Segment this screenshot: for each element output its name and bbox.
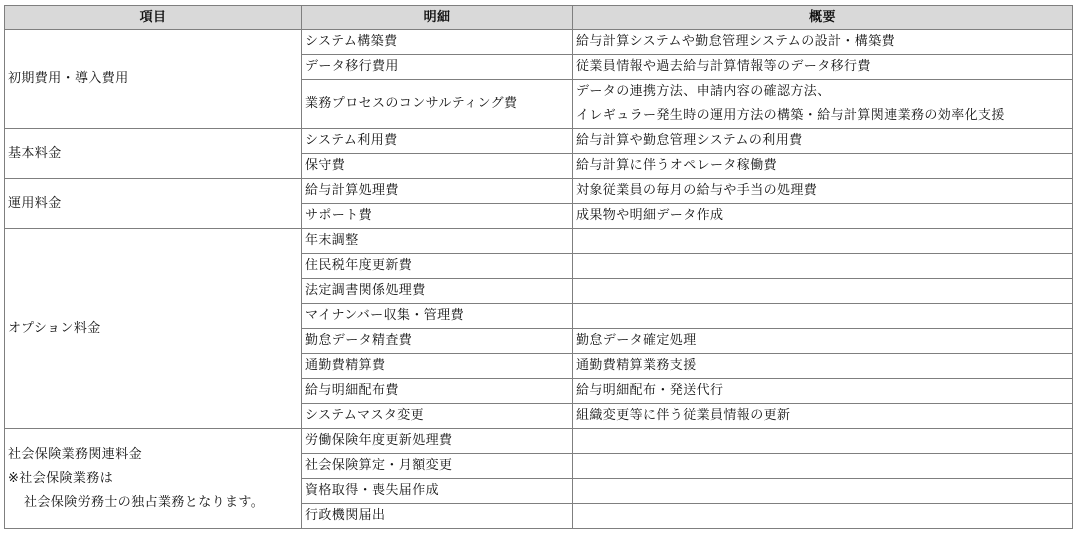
header-row (5, 6, 1073, 30)
header-overview: 概要 (573, 6, 1073, 30)
overview-cell (573, 204, 1073, 229)
table-body (5, 30, 1073, 529)
overview-cell (573, 304, 1073, 329)
detail-cell: 勤怠データ精査費 (302, 329, 573, 354)
category-label: 運用料金 (8, 195, 62, 211)
category-cell (5, 229, 302, 429)
overview-text: データの連携方法、申請内容の確認方法、 (576, 84, 831, 99)
detail-cell: 社会保険算定・月額変更 (302, 454, 573, 479)
detail-cell: 保守費 (302, 154, 573, 179)
overview-cell (573, 504, 1073, 529)
category-label: 基本料金 (8, 145, 62, 161)
overview-text: 給与明細配布・発送代行 (576, 383, 724, 398)
detail-cell: マイナンバー収集・管理費 (302, 304, 573, 329)
table-row (5, 30, 1073, 55)
detail-cell: 資格取得・喪失届作成 (302, 479, 573, 504)
detail-cell: 労働保険年度更新処理費 (302, 429, 573, 454)
table-row (5, 129, 1073, 154)
detail-cell: 業務プロセスのコンサルティング費 (302, 80, 573, 129)
detail-cell: 住民税年度更新費 (302, 254, 573, 279)
overview-cell (573, 55, 1073, 80)
overview-cell (573, 129, 1073, 154)
overview-text: 通勤費精算業務支援 (576, 358, 697, 373)
fee-table (4, 5, 1073, 529)
detail-cell: 法定調書関係処理費 (302, 279, 573, 304)
overview-text: 勤怠データ確定処理 (576, 333, 697, 348)
table-row (5, 429, 1073, 454)
detail-cell: サポート費 (302, 204, 573, 229)
overview-text: 給与計算や勤怠管理システムの利用費 (576, 133, 803, 148)
category-cell (5, 30, 302, 129)
detail-cell: システム構築費 (302, 30, 573, 55)
detail-cell: システム利用費 (302, 129, 573, 154)
overview-cell (573, 404, 1073, 429)
category-cell (5, 129, 302, 179)
detail-cell: 年末調整 (302, 229, 573, 254)
detail-cell: 給与計算処理費 (302, 179, 573, 204)
header-item: 項目 (5, 6, 302, 30)
detail-cell: 行政機関届出 (302, 504, 573, 529)
category-label: 初期費用・導入費用 (8, 71, 129, 86)
overview-text: 組織変更等に伴う従業員情報の更新 (576, 408, 791, 423)
overview-cell (573, 179, 1073, 204)
detail-cell: 通勤費精算費 (302, 354, 573, 379)
overview-cell (573, 30, 1073, 55)
overview-cell (573, 80, 1073, 129)
category-label: オプション料金 (8, 320, 101, 336)
overview-cell (573, 479, 1073, 504)
header-detail: 明細 (302, 6, 573, 30)
detail-cell: データ移行費用 (302, 55, 573, 80)
overview-text: 成果物や明細データ作成 (576, 208, 724, 223)
category-cell (5, 179, 302, 229)
overview-text: 従業員情報や過去給与計算情報等のデータ移行費 (576, 59, 871, 74)
overview-cell (573, 354, 1073, 379)
detail-cell: システムマスタ変更 (302, 404, 573, 429)
category-cell (5, 429, 302, 529)
overview-cell (573, 279, 1073, 304)
overview-cell (573, 254, 1073, 279)
category-label: 社会保険業務関連料金 (8, 446, 143, 462)
overview-cell (573, 229, 1073, 254)
overview-cell (573, 454, 1073, 479)
category-label: ※社会保険業務は (8, 470, 114, 486)
overview-text: 給与計算システムや勤怠管理システムの設計・構築費 (576, 34, 896, 49)
detail-cell: 給与明細配布費 (302, 379, 573, 404)
overview-cell (573, 379, 1073, 404)
overview-cell (573, 329, 1073, 354)
category-label: 社会保険労務士の独占業務となります。 (24, 494, 265, 510)
overview-text: 対象従業員の毎月の給与や手当の処理費 (576, 183, 818, 198)
overview-cell (573, 429, 1073, 454)
overview-cell (573, 154, 1073, 179)
table-row (5, 179, 1073, 204)
table-row (5, 229, 1073, 254)
overview-text: イレギュラー発生時の運用方法の構築・給与計算関連業務の効率化支援 (576, 108, 1005, 123)
overview-text: 給与計算に伴うオペレータ稼働費 (576, 158, 778, 173)
